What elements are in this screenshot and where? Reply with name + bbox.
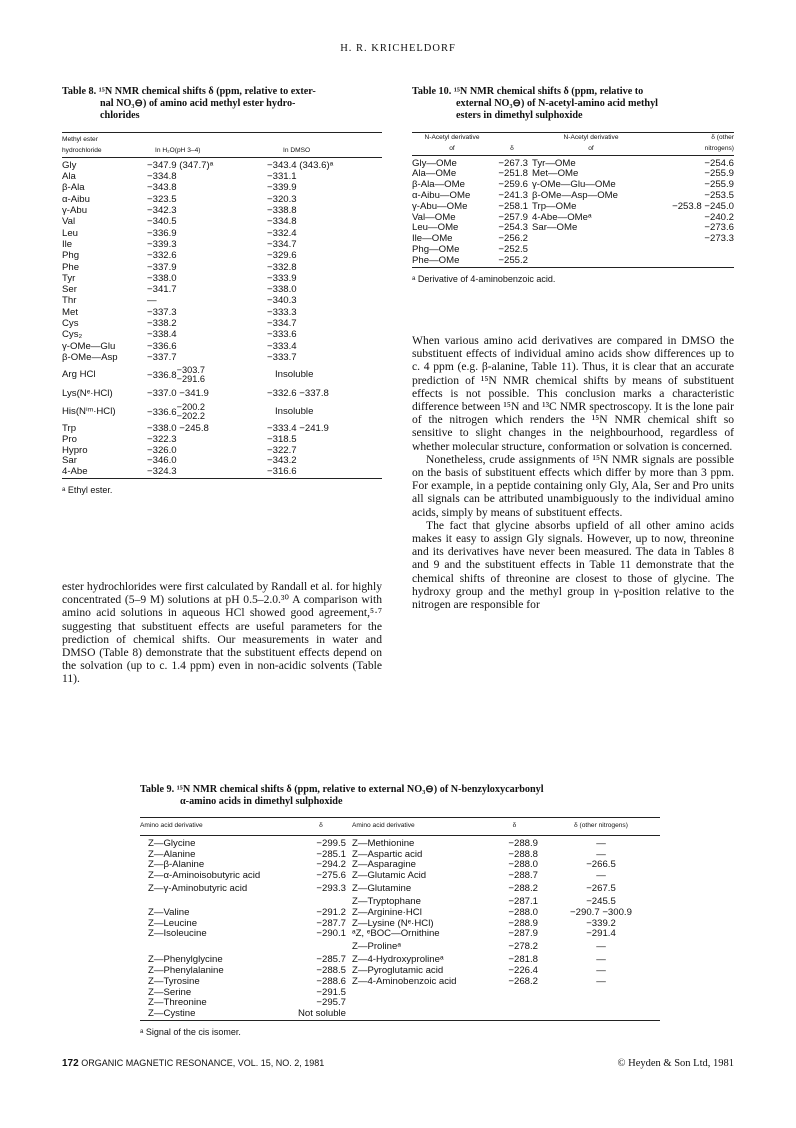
table-cell: −288.9 <box>508 917 538 929</box>
table-cell: Z—Valine <box>148 906 190 918</box>
table-cell: −322.3 <box>147 433 177 445</box>
table-9-grid: Amino acid derivative δ Amino acid derivative δ δ (other nitrogens) Z—Glycine −299.5 Z—Methionine −288.9 — Z—Alanine −285.1 Z—Aspartic acid −288.8 — Z—β-Alanine −294.2 Z—Asparagine −288.0 −266.5 Z—α-Aminoisobutyric acid −275.6 Z—Glutamic Acid −288.7 — Z—γ-Aminobutyric acid −293.3 Z—Glutamine −288.2 −267.5 Z—Tryptophane −287.1 −245.5 Z—Valine −291.2 Z—Arginine·HCl −288.0 −290.7 −300.9 Z—Leucine −287.7 Z—Lysine (Nᵉ·HCl) −288.9 −339.2 Z—Isoleucine −290.1 ᵃZ, ᵉBOC—Ornithine −287.9 −291.4 Z—Prolineᵃ −278.2 — Z—Phenylglycine −285.7 Z—4-Hydroxyprolineᵃ −281.8 — Z—Phenylalanine −288.5 Z—Pyroglutamic acid −226.4 — Z—Tyrosine −288.6 Z—4-Aminobenzoic acid −268.2 — Z—Serine −291.5 Z—Threonine −295.7 Z—Cystine Not soluble <box>140 818 660 1025</box>
table-cell: — <box>147 295 157 307</box>
table-cell: Z—Tyrosine <box>148 975 200 987</box>
table-cell <box>542 988 660 999</box>
table-cell: −287.9 <box>508 928 538 940</box>
table-row <box>62 228 382 239</box>
table-cell: −253.5 <box>704 189 734 201</box>
table-row <box>62 194 382 205</box>
table-cell: Z—4-Aminobenzoic acid <box>352 975 457 987</box>
table-cell: −333.7 <box>267 351 297 363</box>
table-cell: −332.4 <box>267 227 297 239</box>
table-cell: γ-Abu <box>62 205 88 217</box>
table-cell: −240.2 <box>704 211 734 223</box>
table-cell <box>542 1009 660 1020</box>
table-cell: −285.7 <box>316 954 346 966</box>
table-cell: −257.9 <box>498 211 528 223</box>
copyright: © Heyden & Son Ltd, 1981 <box>617 1058 734 1069</box>
table-cell: −329.6 <box>267 250 297 262</box>
table-cell: −226.4 <box>508 964 538 976</box>
table-cell: −288.7 <box>508 870 538 882</box>
table-cell: Z—Threonine <box>148 997 207 1009</box>
table-8-label: Table 8. <box>62 86 97 97</box>
table-cell <box>542 998 660 1009</box>
table-cell: −255.9 <box>704 168 734 180</box>
table-cell: Z—Alanine <box>148 848 196 860</box>
table-cell: Cys <box>62 318 79 329</box>
table-row: His(Nⁱᵐ·HCl) −336.6−200.2 −202.2 Insoluble <box>62 401 314 422</box>
table-row: Arg HCl −336.8−303.7 −291.6 Insoluble <box>62 364 314 385</box>
body-text-left: ester hydrochlorides were first calculated by Randall et al. for highly concentrated (5–9 M) solutions at pH 0.5–2.0.³⁰ A comparison with amino acid solutions in aqueous HCl showed good agreement,⁵·⁷ suggesting that substituent effects are useful parameters for the prediction of chemical shifts. Our measurements in water and DMSO (Table 8) demonstrate that the substituent effects depend on the solvation (up to c. 1.4 ppm) even in non-acidic solvents (Table 11). <box>62 580 382 686</box>
table-cell: Z—Serine <box>148 986 192 998</box>
table-cell: −291.4 <box>586 928 616 940</box>
table-cell: Z—Lysine (Nᵉ·HCl) <box>352 917 434 929</box>
table-row <box>62 446 382 457</box>
table-cell: Gly <box>62 159 77 171</box>
table-cell: Z—Phenylalanine <box>148 964 224 976</box>
table-cell: Z—Cystine <box>148 1008 196 1020</box>
table-cell: −332.6 <box>147 250 177 262</box>
table-cell: −334.8 <box>267 216 297 228</box>
table-cell: −287.1 <box>508 895 538 907</box>
table-cell: Phg <box>62 250 80 262</box>
table-9 <box>140 784 660 1037</box>
table-cell: −285.1 <box>316 848 346 860</box>
table-cell: β-OMe—Asp <box>62 351 118 363</box>
table-cell: −346.0 <box>147 455 177 467</box>
table-cell: Val <box>62 216 76 228</box>
table-row <box>62 274 382 285</box>
table-cell: −245.5 <box>586 895 616 907</box>
table-cell: −254.6 <box>704 157 734 169</box>
table-row <box>412 245 734 256</box>
table-cell: Tyr <box>62 272 76 284</box>
table-row <box>62 353 382 364</box>
table-row <box>140 1009 660 1020</box>
table-cell: −333.3 <box>267 306 297 318</box>
table-cell <box>487 998 542 1009</box>
table-cell: −339.3 <box>147 238 177 250</box>
table-cell: Z—Glutamic Acid <box>352 870 427 882</box>
table-cell: −338.8 <box>267 205 297 217</box>
table-cell: Phe—OMe <box>412 254 460 266</box>
table-cell: Z—β-Alanine <box>148 859 205 871</box>
table-cell: — <box>596 870 606 882</box>
table-cell: Phg—OMe <box>412 243 460 255</box>
table-cell: Ala—OMe <box>412 168 457 180</box>
table-cell: −340.3 <box>267 295 297 307</box>
table-cell: −333.9 <box>267 272 297 284</box>
table-row <box>62 435 382 446</box>
table-cell: Not soluble <box>298 1008 346 1020</box>
table-row <box>140 871 660 882</box>
table-cell: −343.4 (343.6)ᵃ <box>267 159 334 171</box>
table-cell: −323.5 <box>147 193 177 205</box>
table-cell: Cys₂ <box>62 329 83 341</box>
table-cell: −258.1 <box>498 200 528 212</box>
table-cell: Hypro <box>62 444 88 456</box>
table-row <box>62 172 382 183</box>
table-cell: −347.9 (347.7)ᵃ <box>147 159 214 171</box>
table-cell: Leu—OMe <box>412 222 459 234</box>
table-cell: — <box>596 964 606 976</box>
table-cell: −334.7 <box>267 238 297 250</box>
table-cell: −337.9 <box>147 261 177 273</box>
table-cell: −299.5 <box>316 837 346 849</box>
table-row <box>62 161 382 172</box>
table-cell: −343.8 <box>147 182 177 194</box>
table-cell: −278.2 <box>508 941 538 953</box>
table-cell: Z—Glycine <box>148 837 196 849</box>
table-cell: −288.0 <box>508 906 538 918</box>
table-cell <box>487 988 542 999</box>
table-cell: Z—Glutamine <box>352 883 412 895</box>
table-row <box>140 988 660 999</box>
table-cell: −294.2 <box>316 859 346 871</box>
table-row <box>62 456 382 467</box>
table-cell: −338.0 <box>147 272 177 284</box>
table-cell: Ser <box>62 284 77 296</box>
table-cell: −338.0 −245.8 <box>147 422 209 434</box>
table-cell: −324.3 <box>147 466 177 478</box>
table-10-grid: N-Acetyl derivative of δ N-Acetyl derivative of δ (other nitrogens) Gly—OMe −267.3 Tyr—OMe −254.6 Ala—OMe −251.8 Met—OMe −255.9 β-Ala—OMe −259.6 γ-OMe—Glu—OMe −255.9 α-Aibu—OMe −241.3 β-OMe—Asp—OMe −253.5 γ-Abu—OMe −258.1 Trp—OMe −253.8 −245.0 Val—OMe −257.9 4-Abe—OMeᵃ −240.2 Leu—OMe −254.3 Sar—OMe −273.6 Ile—OMe −256.2 −273.3 Phg—OMe −252.5 Phe—OMe −255.2 <box>412 133 734 272</box>
table-cell: — <box>596 941 606 953</box>
table-10-caption: Table 10. ¹⁵N NMR chemical shifts δ (ppm, relative to external NO₃⊖) of N-acetyl-amino acid methyl esters in dimethyl sulphoxide <box>412 86 658 121</box>
table-cell <box>352 988 487 999</box>
table-cell: −338.0 <box>267 284 297 296</box>
table-8-caption: Table 8. ¹⁵N NMR chemical shifts δ (ppm, relative to exter- nal NO₃⊖) of amino acid methyl ester hydro- chlorides <box>62 86 316 121</box>
table-row: Lys(Nᵉ·HCl) −337.0 −341.9 −332.6 −337.8 <box>62 387 329 399</box>
table-cell: Ile <box>62 238 73 250</box>
table-cell: −273.3 <box>704 233 734 245</box>
table-row <box>62 240 382 251</box>
table-cell: −339.2 <box>586 917 616 929</box>
table-9-footnote: ᵃ Signal of the cis isomer. <box>140 1026 241 1037</box>
table-cell: −320.3 <box>267 193 297 205</box>
table-cell <box>650 256 734 267</box>
table-cell: −288.2 <box>508 883 538 895</box>
table-row <box>62 183 382 194</box>
table-cell: −254.3 <box>498 222 528 234</box>
table-cell: Phe <box>62 261 80 273</box>
table-cell: — <box>596 837 606 849</box>
table-row <box>62 262 382 273</box>
table-row <box>62 296 382 307</box>
table-cell: −340.5 <box>147 216 177 228</box>
table-cell: γ-OMe—Glu—OMe <box>532 179 616 191</box>
table-row <box>62 206 382 217</box>
table-row <box>62 330 382 341</box>
table-cell <box>487 1009 542 1020</box>
table-cell: — <box>596 954 606 966</box>
table-cell: −295.7 <box>316 997 346 1009</box>
table-row <box>412 202 734 213</box>
table-row <box>140 977 660 988</box>
table-cell: −291.2 <box>316 906 346 918</box>
table-row <box>140 882 660 897</box>
table-cell: Z—4-Hydroxyprolineᵃ <box>352 954 444 966</box>
page-number: 172 <box>62 1058 79 1069</box>
table-cell: −288.5 <box>316 964 346 976</box>
table-cell: −338.4 <box>147 329 177 341</box>
table-cell: γ-Abu—OMe <box>412 200 468 212</box>
table-cell: −338.2 <box>147 318 177 329</box>
table-cell: β-Ala—OMe <box>412 179 465 191</box>
table-cell <box>140 940 290 955</box>
table-cell: −287.7 <box>316 917 346 929</box>
table-cell <box>290 940 352 955</box>
table-row <box>140 940 660 955</box>
table-cell: −273.6 <box>704 222 734 234</box>
table-cell: Sar <box>62 455 77 467</box>
table-row <box>140 839 660 850</box>
table-cell: γ-OMe—Glu <box>62 340 116 352</box>
table-cell: −281.8 <box>508 954 538 966</box>
table-row <box>140 998 660 1009</box>
table-cell: Z—Aspartic acid <box>352 848 423 860</box>
table-cell: −288.8 <box>508 848 538 860</box>
table-cell <box>532 245 650 256</box>
table-cell <box>532 234 650 245</box>
table-8-grid: Methyl ester hydrochloride In H₂O(pH 3–4) In DMSO Gly −347.9 (347.7)ᵃ −343.4 (343.6)ᵃ Ala −334.8 −331.1 β-Ala −343.8 −339.9 α-Aibu −323.5 −320.3 γ-Abu −342.3 −338.8 Val −340.5 −334.8 Leu −336.9 −332.4 Ile −339.3 −334.7 Phg −332.6 −329.6 Phe −337.9 −332.8 Tyr −338.0 −333.9 Ser −341.7 −338.0 Thr — −340.3 Met −337.3 −333.3 Cys −338.2 −334.7 Cys₂ −338.4 −333.6 γ-OMe—Glu −336.6 −333.4 β-OMe—Asp −337.7 −333.7 Arg HCl −336.8−303.7 −291.6 Insoluble Lys(Nᵉ·HCl) −337.0 −341.9 −332.6 −337.8 His(Nⁱᵐ·HCl) −336.6−200.2 −202.2 Insoluble Trp −338.0 −245.8 −333.4 −241.9 Pro −322.3 −318.5 Hypro −326.0 −322.7 Sar −346.0 −343.2 4-Abe −324.3 −316.6 <box>62 133 382 483</box>
table-cell: −290.7 −300.9 <box>570 906 632 918</box>
table-cell: Met <box>62 306 78 318</box>
table-row <box>412 256 734 267</box>
table-row <box>62 319 382 330</box>
table-cell: −336.9 <box>147 227 177 239</box>
table-cell: Z—Pyroglutamic acid <box>352 964 444 976</box>
table-row <box>140 908 660 919</box>
table-cell: Gly—OMe <box>412 157 457 169</box>
table-cell: −293.3 <box>316 883 346 895</box>
table-cell: −288.9 <box>508 837 538 849</box>
journal-name: ORGANIC MAGNETIC RESONANCE, VOL. 15, NO. 2, 1981 <box>81 1058 325 1068</box>
table-cell: — <box>596 975 606 987</box>
table-10 <box>412 86 734 284</box>
table-cell: Z—Leucine <box>148 917 198 929</box>
table-cell: −288.0 <box>508 859 538 871</box>
table-cell: −290.1 <box>316 928 346 940</box>
table-cell: Ile—OMe <box>412 233 453 245</box>
table-cell: −252.5 <box>498 243 528 255</box>
table-cell: Sar—OMe <box>532 222 578 234</box>
table-cell: ᵃZ, ᵉBOC—Ornithine <box>352 928 440 940</box>
table-cell: −339.9 <box>267 182 297 194</box>
table-cell: −333.4 −241.9 <box>267 422 329 434</box>
table-cell: −342.3 <box>147 205 177 217</box>
table-cell: −337.3 <box>147 306 177 318</box>
table-cell: −275.6 <box>316 870 346 882</box>
table-cell: α-Aibu <box>62 193 90 205</box>
table-row <box>140 929 660 940</box>
table-cell: −267.5 <box>586 883 616 895</box>
table-row <box>62 217 382 228</box>
table-cell: −291.5 <box>316 986 346 998</box>
table-cell <box>352 1009 487 1020</box>
table-cell: −253.8 −245.0 <box>672 200 734 212</box>
table-cell: Trp—OMe <box>532 200 577 212</box>
table-cell: Met—OMe <box>532 168 579 180</box>
table-cell: −288.6 <box>316 975 346 987</box>
table-row <box>62 307 382 318</box>
table-cell: Z—Arginine·HCl <box>352 906 422 918</box>
table-cell: −255.2 <box>498 254 528 266</box>
table-cell: −336.6 <box>147 340 177 352</box>
table-cell: β-OMe—Asp—OMe <box>532 189 619 201</box>
table-cell: −332.8 <box>267 261 297 273</box>
table-8 <box>62 86 382 495</box>
table-cell: −251.8 <box>498 168 528 180</box>
table-cell: −333.4 <box>267 340 297 352</box>
table-cell: Z—Prolineᵃ <box>352 941 401 953</box>
table-row <box>62 285 382 296</box>
table-row <box>62 467 382 478</box>
table-cell: −334.8 <box>147 171 177 183</box>
table-cell: α-Aibu—OMe <box>412 189 471 201</box>
table-row <box>62 251 382 262</box>
table-row <box>62 341 382 352</box>
table-cell: 4-Abe <box>62 466 88 478</box>
table-cell: −326.0 <box>147 444 177 456</box>
table-cell: Thr <box>62 295 77 307</box>
table-cell: — <box>596 848 606 860</box>
table-cell: Z—γ-Aminobutyric acid <box>148 883 248 895</box>
table-cell: Leu <box>62 227 79 239</box>
table-cell: Z—Asparagine <box>352 859 416 871</box>
table-8-footnote: ᵃ Ethyl ester. <box>62 484 113 495</box>
table-cell: −343.2 <box>267 455 297 467</box>
table-cell: −341.7 <box>147 284 177 296</box>
table-cell: −268.2 <box>508 975 538 987</box>
running-head: H. R. KRICHELDORF <box>340 43 456 54</box>
body-text-right: When various amino acid derivatives are compared in DMSO the substituent effects of individual amino acids show differences up to c. 4 ppm (e.g. β-alanine, Table 11). Thus, it is clear that an accurate prediction of ¹⁵N NMR chemical shifts by means of substituent effects is not possible. This conclusion marks a characteristic difference between ¹⁵N and ¹³C NMR spectroscopy. It is the lone pair of the nitrogen which renders the ¹⁵N NMR chemical shift so sensitive to slight changes in the neighbourhood, regardless of whether molecular structure, conformation or solvation is concerned. Nonetheless, crude assignments of ¹⁵N NMR signals are possible on the basis of substituent effects which differ by more than 3 ppm. For example, in a peptide containing only Gly, Ala, Ser and Pro units all signals can be attributed unambiguously to the individual amino acids, simply by means of substituent effects. The fact that glycine absorbs upfield of all other amino acids makes it easy to assign Gly signals. However, up to now, threonine and its derivatives have never been measured. The data in Tables 8 and 9 and the substituent effects in Table 11 demonstrate that the chemical shifts of threonine are closest to those of glycine. The hydroxy group and the methyl group in γ-position relative to the nitrogen are responsible for <box>412 334 734 612</box>
table-cell: −337.7 <box>147 351 177 363</box>
table-cell: −331.1 <box>267 171 297 183</box>
table-cell: −241.3 <box>498 189 528 201</box>
table-cell: Trp <box>62 422 77 434</box>
table-cell <box>352 998 487 1009</box>
table-cell: −334.7 <box>267 318 297 329</box>
table-cell: −259.6 <box>498 179 528 191</box>
table-cell: −333.6 <box>267 329 297 341</box>
table-row <box>412 223 734 234</box>
table-cell: −255.9 <box>704 179 734 191</box>
table-10-label: Table 10. <box>412 86 452 97</box>
table-cell: −318.5 <box>267 433 297 445</box>
table-cell: Z—Methionine <box>352 837 415 849</box>
table-10-footnote: ᵃ Derivative of 4-aminobenzoic acid. <box>412 273 556 284</box>
table-cell: −256.2 <box>498 233 528 245</box>
table-cell: β-Ala <box>62 182 85 194</box>
table-cell: Z—Tryptophane <box>352 895 421 907</box>
table-cell: 4-Abe—OMeᵃ <box>532 211 592 223</box>
table-row <box>62 424 382 435</box>
table-cell: Val—OMe <box>412 211 456 223</box>
table-cell <box>650 245 734 256</box>
table-cell: Z—Phenylglycine <box>148 954 223 966</box>
table-cell: Ala <box>62 171 76 183</box>
table-cell: Z—Isoleucine <box>148 928 207 940</box>
table-cell: Z—α-Aminoisobutyric acid <box>148 870 261 882</box>
table-cell: −266.5 <box>586 859 616 871</box>
table-row <box>412 234 734 245</box>
table-cell <box>532 256 650 267</box>
table-cell: −267.3 <box>498 157 528 169</box>
page-footer-left <box>62 1058 324 1069</box>
table-cell: −316.6 <box>267 466 297 478</box>
table-9-label: Table 9. <box>140 784 175 795</box>
table-cell: Tyr—OMe <box>532 157 576 169</box>
table-cell: Pro <box>62 433 77 445</box>
table-9-caption: Table 9. ¹⁵N NMR chemical shifts δ (ppm, relative to external NO₃⊖) of N-benzyloxycarbonyl α-amino acids in dimethyl sulphoxide <box>140 784 544 807</box>
table-cell: −322.7 <box>267 444 297 456</box>
